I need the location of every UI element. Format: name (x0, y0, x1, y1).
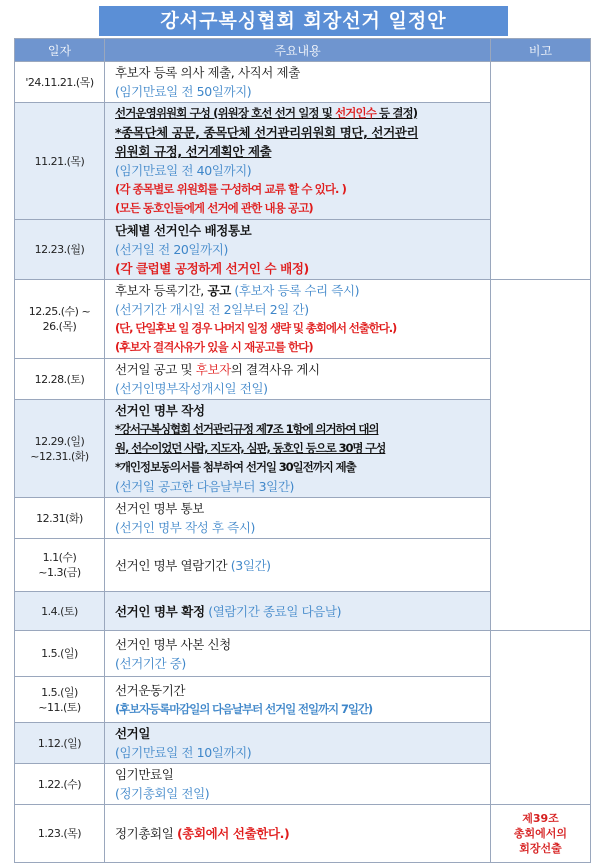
table-row (15, 62, 591, 103)
row-date (15, 677, 105, 723)
row-date: 1.12.(일) (15, 723, 105, 764)
content-text-blue: (3일간) (230, 557, 271, 573)
row-content (105, 498, 491, 539)
row-content (105, 220, 491, 280)
content-line (115, 556, 490, 575)
date-line: ~1.3(금) (38, 566, 81, 579)
row-date: 12.28.(토) (15, 359, 105, 400)
note-cell (491, 805, 591, 863)
table-row (15, 723, 591, 764)
table-row (15, 764, 591, 805)
row-content (105, 764, 491, 805)
content-text-red: 후보자 (195, 362, 231, 377)
content-text-bold: 공고 (207, 283, 231, 298)
content-line: 선거인 명부 사본 신청 (115, 636, 231, 652)
date-line: 1.1(수) (42, 551, 77, 564)
row-content (105, 359, 491, 400)
page-title: 강서구복싱협회 회장선거 일정안 (99, 6, 508, 36)
note-cell-empty (491, 62, 591, 280)
content-line (115, 824, 490, 843)
date-line: ~11.(토) (38, 700, 81, 714)
content-line: (선거일 전 20일까지) (115, 242, 228, 257)
row-content (105, 805, 491, 863)
table-row (15, 631, 591, 677)
note-line: 총회에서의 (513, 827, 568, 840)
content-line: (선거인명부작성개시일 전일) (115, 381, 268, 396)
content-line: *종목단체 공문, 종목단체 선거관리위원회 명단, 선거관리 (115, 125, 419, 140)
content-text: 선거운영위원회 구성 (위원장 호선 선거 일정 및 (115, 106, 336, 120)
row-content (105, 677, 491, 723)
content-line: (임기만료일 전 10일까지) (115, 745, 252, 760)
content-line: 선거인 명부 통보 (115, 501, 204, 516)
content-text-blue: (후보자 등록 수리 즉시) (230, 283, 360, 298)
header-content: 주요내용 (105, 39, 491, 62)
row-content (105, 723, 491, 764)
content-line: (선거기간 중) (115, 655, 186, 671)
table-header-row (15, 39, 591, 62)
date-line: 26.(목) (42, 320, 77, 333)
content-line: (임기만료일 전 40일까지) (115, 163, 252, 178)
table-row (15, 280, 591, 359)
note-cell-empty (491, 280, 591, 631)
row-content (105, 631, 491, 677)
row-date: '24.11.21.(목) (15, 62, 105, 103)
date-line: 1.5.(일) (41, 685, 78, 699)
content-line: (각 클럽별 공정하게 선거인 수 배정) (115, 261, 309, 276)
content-line: (선거인 명부 작성 후 즉시) (115, 520, 255, 535)
row-date (15, 400, 105, 498)
content-line (115, 104, 490, 123)
schedule-table (14, 38, 591, 863)
content-text: 의 결격사유 게시 (230, 362, 320, 377)
content-line: 선거운동기간 (115, 682, 186, 698)
row-content (105, 400, 491, 498)
row-date (15, 280, 105, 359)
content-line: *강서구복싱협회 선거관리규정 제7조 1항에 의거하여 대의 (115, 422, 379, 436)
row-date (15, 539, 105, 592)
date-line: 12.25.(수) ~ (28, 305, 91, 318)
content-line: (임기만료일 전 50일까지) (115, 84, 252, 99)
content-line: (각 종목별로 위원회를 구성하여 교류 할 수 있다. ) (115, 182, 346, 196)
content-line: (선거일 공고한 다음날부터 3일간) (115, 479, 295, 494)
row-date: 1.22.(수) (15, 764, 105, 805)
row-content (105, 280, 491, 359)
row-date: 12.31(화) (15, 498, 105, 539)
row-date: 1.5.(일) (15, 631, 105, 677)
content-line: (후보자등록마감일의 다음날부터 선거일 전일까지 7일간) (115, 701, 373, 716)
note-line: 회장선출 (519, 842, 562, 855)
row-date: 11.21.(목) (15, 103, 105, 220)
content-line: 단체별 선거인수 배정통보 (115, 223, 252, 238)
content-line: (정기총회일 전일) (115, 786, 210, 801)
content-text-red: 선거인수 (335, 106, 376, 120)
content-line: (단, 단일후보 일 경우 나머지 일정 생략 및 총회에서 선출한다.) (115, 321, 397, 335)
row-date: 12.23.(월) (15, 220, 105, 280)
content-line: 위원회 규정, 선거계획안 제출 (115, 144, 272, 159)
content-line (115, 360, 490, 379)
content-text: 선거인 명부 열람기간 (115, 557, 231, 573)
table-row (15, 805, 591, 863)
row-content (105, 62, 491, 103)
note-line: 제39조 (522, 812, 559, 825)
row-content (105, 103, 491, 220)
content-line: *개인정보동의서를 첨부하여 선거일 30일전까지 제출 (115, 460, 356, 474)
content-text: 정기총회일 (115, 826, 177, 841)
header-date: 일자 (15, 39, 105, 62)
header-note: 비고 (491, 39, 591, 62)
content-line (115, 281, 490, 300)
content-text: 등 결정) (375, 106, 418, 120)
row-date: 1.4.(토) (15, 592, 105, 631)
table-row (15, 677, 591, 723)
content-text-bold: 선거인 명부 확정 (115, 603, 205, 619)
content-line: (선거기간 개시일 전 2일부터 2일 간) (115, 302, 309, 317)
content-line: 임기만료일 (115, 767, 174, 782)
content-line: 선거일 (115, 726, 151, 741)
content-text: 선거일 공고 및 (115, 362, 196, 377)
row-content (105, 592, 491, 631)
date-line: ~12.31.(화) (30, 449, 89, 463)
content-text-red: (총회에서 선출한다.) (176, 826, 290, 841)
content-line: 선거인 명부 작성 (115, 403, 205, 418)
row-content (105, 539, 491, 592)
content-line: 후보자 등록 의사 제출, 사직서 제출 (115, 65, 300, 80)
content-text-blue: (열람기간 종료일 다음날) (204, 603, 342, 619)
date-line: 12.29.(일) (34, 434, 85, 448)
content-line: (후보자 결격사유가 있을 시 재공고를 한다) (115, 340, 313, 354)
content-line: (모든 동호인들에게 선거에 관한 내용 공고) (115, 201, 313, 215)
content-text: 후보자 등록기간, (115, 283, 208, 298)
content-line (115, 602, 490, 621)
row-date: 1.23.(목) (15, 805, 105, 863)
content-line: 원, 선수이었던 사람, 지도자, 심판, 동호인 등으로 30명 구성 (115, 441, 386, 455)
